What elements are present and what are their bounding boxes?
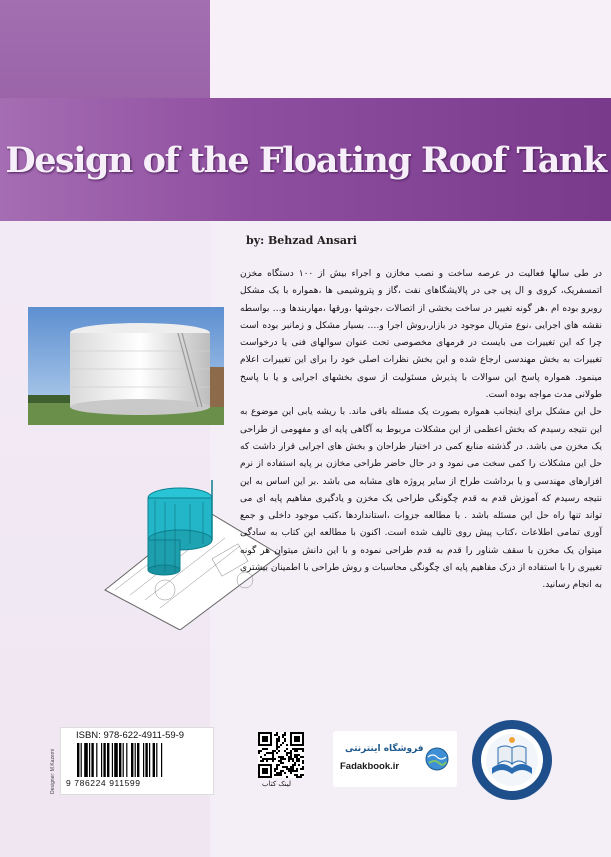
isbn-label: ISBN: 978-622-4911-59-9	[76, 730, 185, 741]
description-paragraph: در طی سالها فعالیت در عرصه ساخت و نصب مخازن و اجراء بیش از ۱۰۰ دستگاه مخزن اتمسفریک، کروی و ال پی جی در پالایشگاهای نفت ،گاز و پتروشیمی ها ،همواره با یک مشکل روبرو بوده ام ،هر گونه تغییر در ساخت بخشی از اتصالات ،جوشها ،ورقها ،مهاربندها و… بواسطه نقشه های اجرایی ،نوع متریال موجود در بازار،روش اجرا و…. بسیار مشکل و زمانبر بوده است چرا که این تغییرات می بایست در فرمهای مخصوصی تحت عنوان سوالهای فنی یا درخواست تغییرات به بخش مهندسی ارجاع شده و این بخش نظرات اصلی خود را برای این تغییرات اعلام مینمود. همواره پاسخ این سوالات با پذیرش مسئولیت از سوی بخشهای اجرایی و یا با پاسخ طولانی مدت مواجه بوده است.	[240, 269, 602, 401]
qr-code[interactable]	[258, 732, 304, 778]
globe-icon	[423, 745, 451, 773]
barcode-image	[77, 743, 197, 777]
publisher-logo	[470, 718, 554, 802]
book-title: Design of the Floating Roof Tank	[5, 140, 606, 181]
store-banner[interactable]	[333, 731, 457, 787]
description-text	[240, 266, 602, 595]
designer-credit: Designer: M.Kazemi	[50, 748, 56, 794]
isbn-digits: 9 786224 911599	[66, 778, 141, 788]
top-right-panel	[210, 0, 611, 98]
qr-code-label: لینک کتاب	[262, 780, 292, 788]
author-line: by: Behzad Ansari	[246, 234, 357, 247]
tank-photo	[28, 307, 224, 425]
store-name-en[interactable]: Fadakbook.ir	[340, 761, 400, 772]
description-paragraph: حل این مشکل برای اینجانب همواره بصورت یک مسئله باقی ماند. با ریشه یابی این موضوع به این نتیجه رسیدم که بخش اعظمی از این مشکلات مربوط به آگاهی پایه ای و مفهومی از طراحی یک مخزن می باشد. در گذشته منابع کمی در اختیار طراحان و بخش های اجرایی قرار داشت که حل این مشکلات را کمی سخت می نمود و در حال حاضر طراحی مخازن بر پایه استفاده از نرم افزارهای مهندسی و یا برداشت طراح از سایر پروژه های مشابه می باشد .بر این اساس به این نتیجه رسیدم که آموزش قدم به قدم چگونگی طراحی یک مخزن و یادگیری مفاهیم پایه ای می تواند تنها راه حل این مسئله باشد . با مطالعه جزوات ،استانداردها ،کتب موجود داخلی و جمع آوری تمامی اطلاعات ،کتاب پیش روی تالیف شده است. اکنون با مطالعه این کتاب به سادگی میتوان یک مخزن با سقف شناور را قدم به قدم طراحی نموده و با این دانش میتوان هر گونه تغییری را با استفاده از درک مفاهیم پایه ای چگونگی محاسبات و روش طراحی با اطمینان بیشتری به انجام رسانید.	[240, 407, 602, 591]
store-name-fa: فروشگاه اینترنتی	[345, 744, 424, 754]
